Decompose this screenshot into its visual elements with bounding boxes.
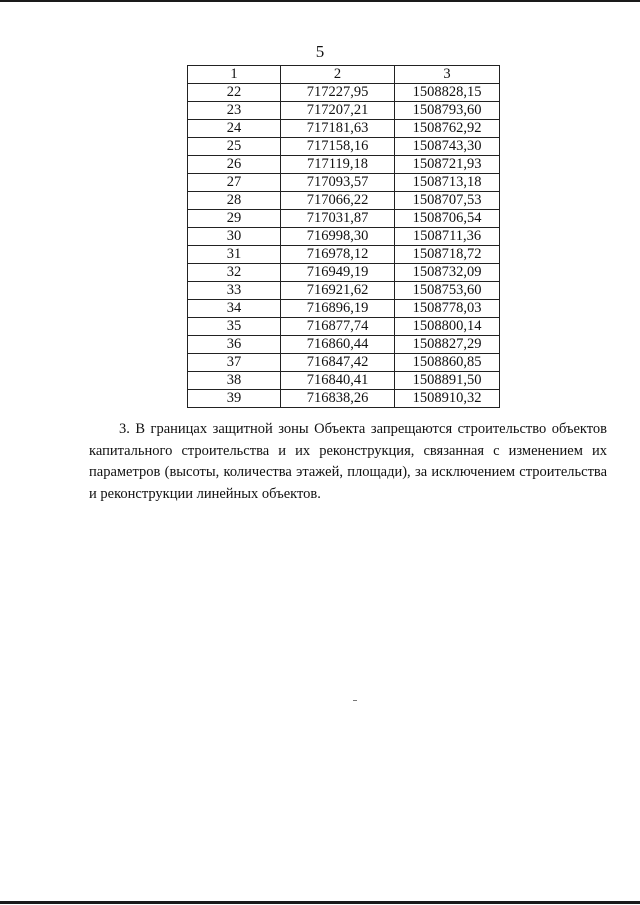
restriction-paragraph: 3. В границах защитной зоны Объекта запрещаются строительство объектов капитального строительства и их реконструкция, связанная с изменением их параметров (высоты, количества этажей, площади), за исключением строительства и реконструкции линейных объектов.: [89, 421, 607, 502]
table-row: [188, 282, 500, 300]
column-header: 1: [188, 66, 281, 84]
table-cell: 26: [188, 156, 281, 174]
table-cell: 1508793,60: [395, 102, 500, 120]
table-cell: 717227,95: [281, 84, 395, 102]
table-cell: 717158,16: [281, 138, 395, 156]
table-cell: 1508707,53: [395, 192, 500, 210]
table-cell: 1508718,72: [395, 246, 500, 264]
table-cell: 37: [188, 354, 281, 372]
table-cell: 1508711,36: [395, 228, 500, 246]
table-cell: 34: [188, 300, 281, 318]
table-cell: 1508910,32: [395, 390, 500, 408]
table-cell: 1508743,30: [395, 138, 500, 156]
table-cell: 33: [188, 282, 281, 300]
table-row: [188, 246, 500, 264]
table-cell: 717066,22: [281, 192, 395, 210]
table-row: [188, 300, 500, 318]
table-cell: 23: [188, 102, 281, 120]
table-cell: 39: [188, 390, 281, 408]
table-cell: 31: [188, 246, 281, 264]
coordinates-table: [187, 65, 500, 408]
table-row: [188, 156, 500, 174]
table-cell: 1508828,15: [395, 84, 500, 102]
table-row: [188, 174, 500, 192]
table-row: [188, 354, 500, 372]
bottom-border-line: [0, 901, 640, 904]
table-cell: 717093,57: [281, 174, 395, 192]
table-cell: 717181,63: [281, 120, 395, 138]
table-cell: 1508762,92: [395, 120, 500, 138]
table-cell: 22: [188, 84, 281, 102]
table-cell: 1508827,29: [395, 336, 500, 354]
table-body: [188, 84, 500, 408]
table-cell: 716921,62: [281, 282, 395, 300]
table-cell: 716840,41: [281, 372, 395, 390]
table-cell: 35: [188, 318, 281, 336]
table-cell: 1508732,09: [395, 264, 500, 282]
table-cell: 29: [188, 210, 281, 228]
table-cell: 716949,19: [281, 264, 395, 282]
table-cell: 27: [188, 174, 281, 192]
table-row: [188, 84, 500, 102]
top-border-line: [0, 0, 640, 2]
table-row: [188, 318, 500, 336]
table-cell: 717207,21: [281, 102, 395, 120]
table-cell: 716998,30: [281, 228, 395, 246]
table-cell: 716978,12: [281, 246, 395, 264]
column-header: 2: [281, 66, 395, 84]
table-row: [188, 336, 500, 354]
table-row: [188, 138, 500, 156]
table-cell: 1508778,03: [395, 300, 500, 318]
page-number: 5: [315, 42, 325, 61]
table-row: [188, 390, 500, 408]
table-cell: 32: [188, 264, 281, 282]
table-row: [188, 210, 500, 228]
table-cell: 24: [188, 120, 281, 138]
scan-speck: [353, 700, 357, 701]
table-cell: 36: [188, 336, 281, 354]
table-cell: 717119,18: [281, 156, 395, 174]
table-cell: 716877,74: [281, 318, 395, 336]
table-cell: 716847,42: [281, 354, 395, 372]
table-cell: 1508721,93: [395, 156, 500, 174]
table-cell: 716838,26: [281, 390, 395, 408]
table-cell: 1508891,50: [395, 372, 500, 390]
table-cell: 38: [188, 372, 281, 390]
table-row: [188, 120, 500, 138]
table-row: [188, 372, 500, 390]
table-row: [188, 102, 500, 120]
table-cell: 716860,44: [281, 336, 395, 354]
table-row: [188, 228, 500, 246]
table-cell: 28: [188, 192, 281, 210]
table-cell: 1508706,54: [395, 210, 500, 228]
table-row: [188, 264, 500, 282]
table-cell: 25: [188, 138, 281, 156]
table-row: [188, 192, 500, 210]
table-cell: 716896,19: [281, 300, 395, 318]
column-header: 3: [395, 66, 500, 84]
table-cell: 717031,87: [281, 210, 395, 228]
table-cell: 1508800,14: [395, 318, 500, 336]
table-header-row: [188, 66, 500, 84]
table-cell: 1508860,85: [395, 354, 500, 372]
table-cell: 1508713,18: [395, 174, 500, 192]
table-cell: 1508753,60: [395, 282, 500, 300]
table-cell: 30: [188, 228, 281, 246]
